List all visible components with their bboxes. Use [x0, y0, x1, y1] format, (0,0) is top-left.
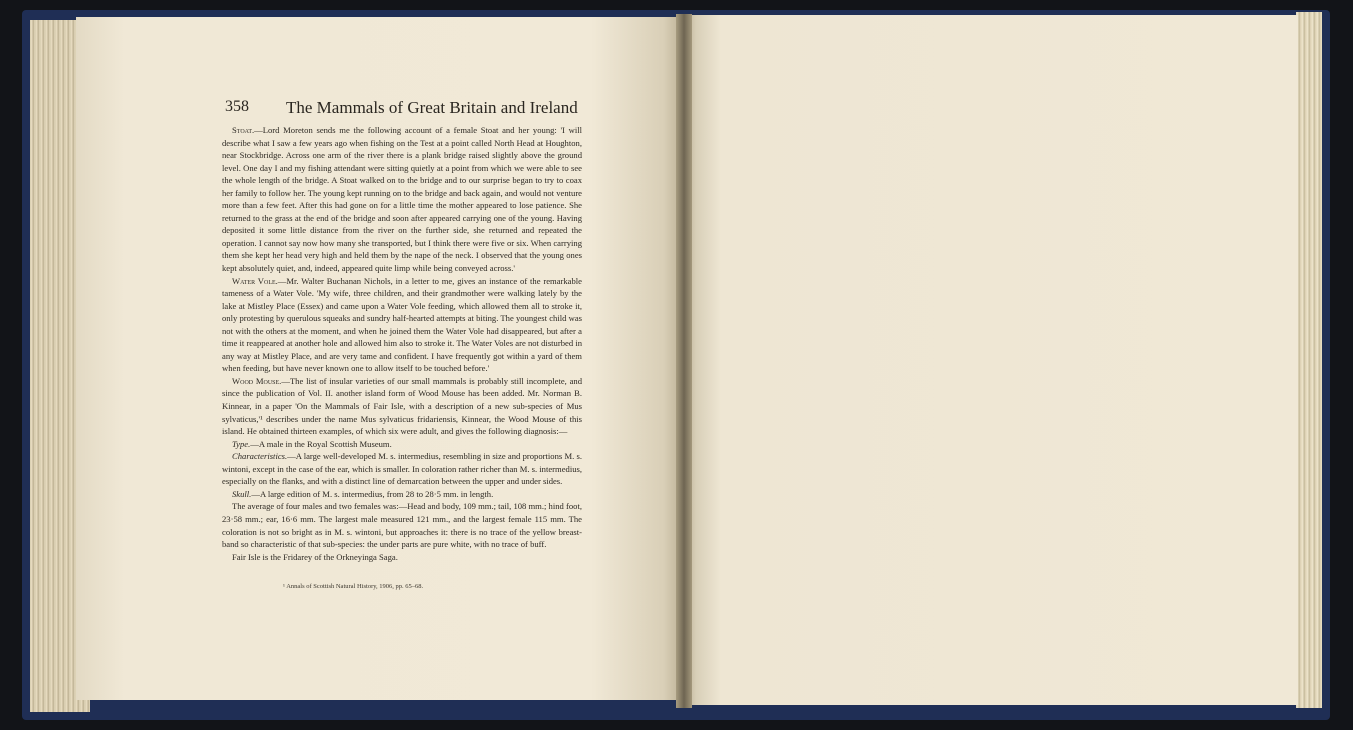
paragraph-text: Fair Isle is the Fridarey of the Orkneyinga Saga.	[232, 551, 398, 562]
paragraph-lead: Characteristics.	[232, 451, 288, 462]
book-gutter	[676, 14, 692, 708]
running-head: The Mammals of Great Britain and Ireland	[286, 98, 578, 117]
paragraph-lead: Type.	[232, 438, 251, 449]
body-text	[222, 124, 582, 563]
paragraph	[222, 450, 582, 488]
paragraph-text: —Mr. Walter Buchanan Nichols, in a letter to me, gives an instance of the remarkable tameness of a Water Vole. 'My wife, three children, and their grandmother were walking lately by the lake at Mistley Place (Essex) and came upon a Water Vole feeding, which allowed them all to stroke it, only protesting by querulous squeaks and sundry half-hearted attempts at biting. The youngest child was not with the others at the moment, and when he joined them the Water Vole had disappeared, but after a time it reappeared at another hole and allowed him also to stroke it. The Water Voles are not disturbed in any way at Mistley Place, and are very tame and confident. I have frequently got within a yard of them when feeding, but have never known one to allow itself to be touched before.'	[222, 275, 582, 374]
paragraph	[222, 124, 582, 275]
paragraph	[222, 438, 582, 451]
paragraph-lead: Skull.	[232, 488, 252, 499]
page-number: 358	[225, 98, 249, 115]
paragraph-text: —A male in the Royal Scottish Museum.	[250, 438, 392, 449]
paragraph-lead: Water Vole.	[232, 275, 278, 286]
paragraph-text: —Lord Moreton sends me the following account of a female Stoat and her young: 'I will describe what I saw a few years ago when fishing on the Test at a point called North Head at Houghton, near Stockbridge. Across one arm of the river there is a plank bridge raised slightly above the ground level. One day I and my fishing attendant were sitting quietly at a point from which we were able to see the whole length of the bridge. A Stoat walked on to the bridge and to our surprise began to try to coax her family to follow her. The young kept running on to the bridge and back again, and would not venture more than a few feet. After this had gone on for a little time the mother appeared to lose patience. She returned to the grass at the end of the bridge and soon after appeared carrying one of the young. Having deposited it some little distance from the river on the further side, she returned and repeated the operation. I cannot say now how many she transported, but I think there were five or six. When carrying them she kept her head very high and held them by the nape of the neck. I observed that the young ones kept absolutely quiet, and, indeed, appeared quite limp while being conveyed across.'	[222, 125, 582, 274]
paragraph	[222, 275, 582, 375]
paragraph	[222, 551, 582, 564]
paragraph-text: The average of four males and two females was:—Head and body, 109 mm.; tail, 108 mm.; hind foot, 23·58 mm.; ear, 16·6 mm. The largest male measured 121 mm., and the largest female 115 mm. The coloration is not so bright as in M. s. wintoni, but approaches it: there is no trace of the yellow breast-band so characteristic of that sub-species: the under parts are pure white, with no trace of buff.	[222, 501, 582, 550]
right-page-blank	[684, 15, 1298, 705]
footnote: ¹ Annals of Scottish Natural History, 1906, pp. 65–68.	[283, 583, 424, 590]
page-edges-right	[1296, 12, 1322, 708]
paragraph-text: —The list of insular varieties of our small mammals is probably still incomplete, and since the publication of Vol. II. another island form of Wood Mouse has been added. Mr. Norman B. Kinnear, in a paper 'On the Mammals of Fair Isle, with a description of a new sub-species of Mus sylvaticus,'¹ describes under the name Mus sylvaticus fridariensis, Kinnear, the Wood Mouse of this island. He obtained thirteen examples, of which six were adult, and gives the following diagnosis:—	[222, 375, 583, 437]
paragraph	[222, 500, 582, 550]
paragraph	[222, 375, 582, 438]
paragraph	[222, 488, 582, 501]
paragraph-text: —A large well-developed M. s. intermedius, resembling in size and proportions M. s. wintoni, except in the case of the ear, which is smaller. In coloration rather richer than M. s. intermedius, especially on the flanks, and with a distinct line of demarcation between the upper and under sides.	[222, 451, 583, 487]
paragraph-text: —A large edition of M. s. intermedius, from 28 to 28·5 mm. in length.	[251, 488, 494, 499]
paragraph-lead: Wood Mouse.	[232, 375, 282, 386]
paragraph-lead: Stoat.	[232, 125, 255, 135]
